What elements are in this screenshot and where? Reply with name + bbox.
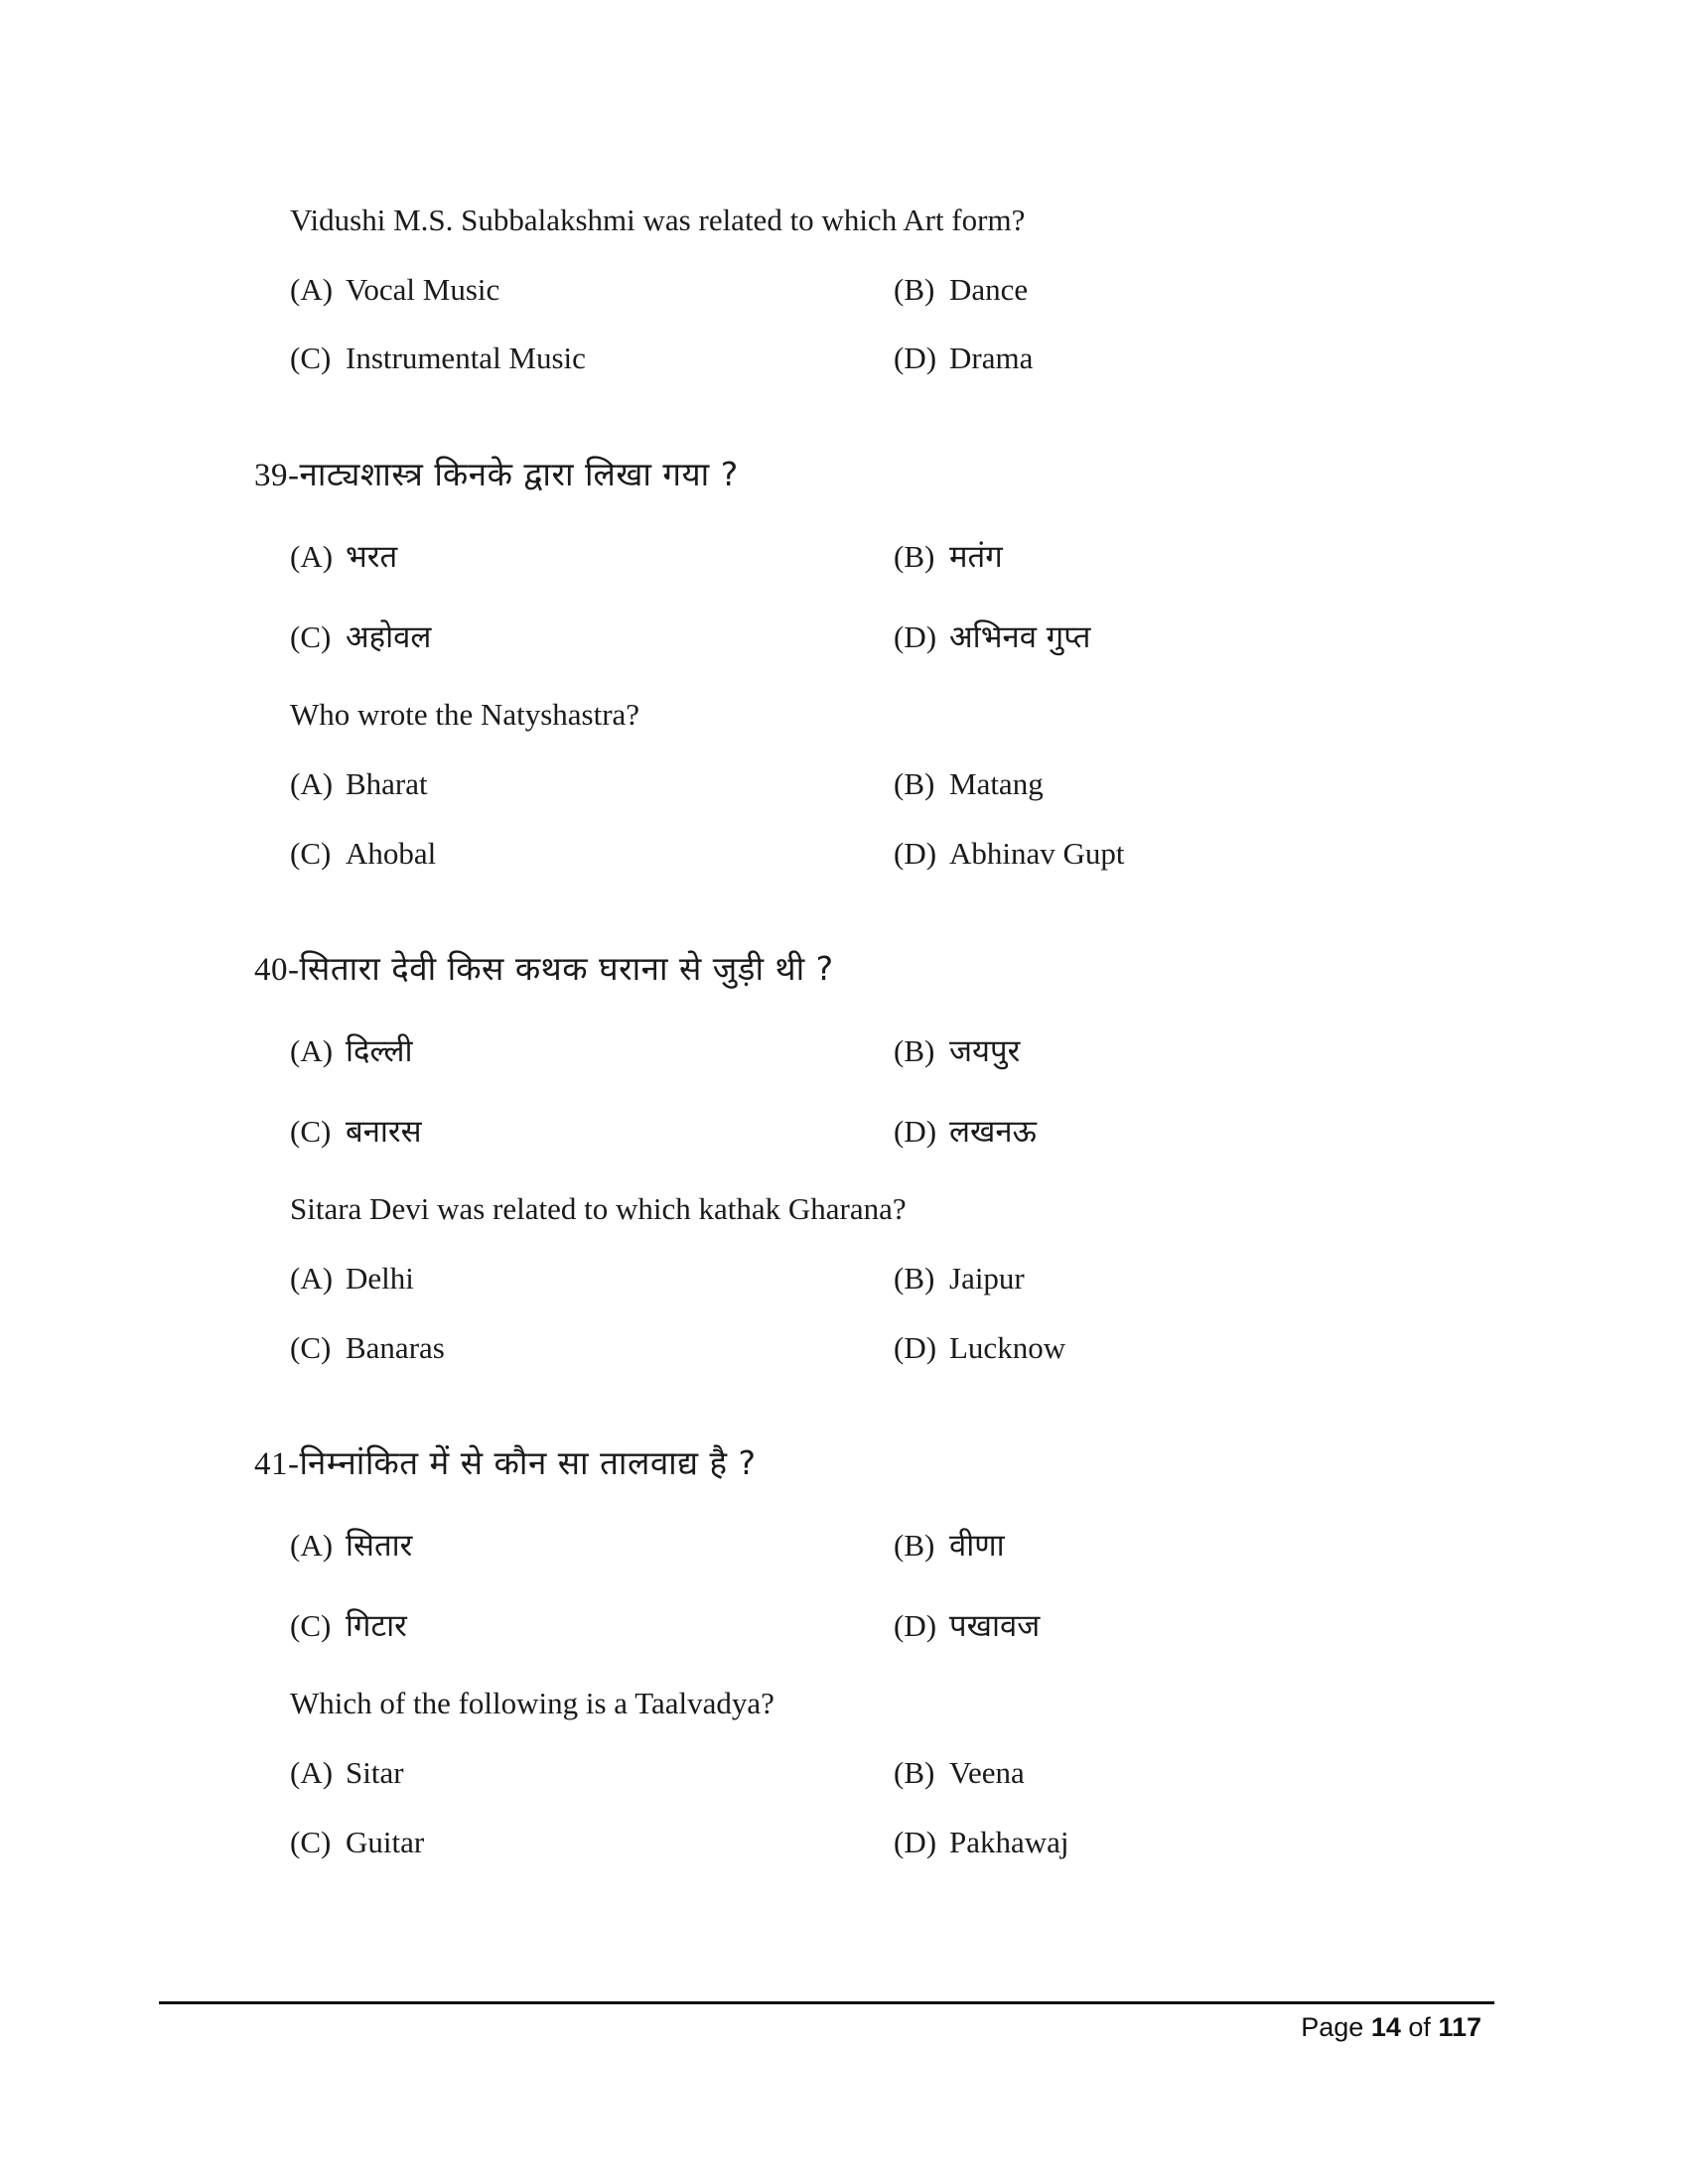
total-pages: 117 <box>1438 2012 1481 2042</box>
page-number: 14 <box>1370 2012 1401 2042</box>
question-40-english-option-c: (C) Banaras <box>290 1330 445 1365</box>
question-40-hindi-option-a: (A) दिल्ली <box>290 1033 413 1069</box>
question-41-english-option-b: (B) Veena <box>894 1755 1025 1790</box>
question-39-hindi-option-c: (C) अहोवल <box>290 619 432 655</box>
question-40-english-option-a: (A) Delhi <box>290 1261 414 1296</box>
question-38-english-text: Vidushi M.S. Subbalakshmi was related to which Art form? <box>290 203 1026 237</box>
question-41-english-option-c: (C) Guitar <box>290 1825 425 1859</box>
question-41-hindi-option-c: (C) गिटार <box>290 1608 407 1644</box>
question-39-english-option-c: (C) Ahobal <box>290 836 437 871</box>
question-39-hindi-text: 39-नाट्यशास्त्र किनके द्वारा लिखा गया ? <box>254 455 739 493</box>
question-39-hindi-option-a: (A) भरत <box>290 539 398 575</box>
question-38-english-option-a: (A) Vocal Music <box>290 272 500 307</box>
question-41-hindi-option-a: (A) सितार <box>290 1528 413 1564</box>
question-38-english-option-b: (B) Dance <box>894 272 1029 307</box>
question-41-english-option-d: (D) Pakhawaj <box>894 1825 1069 1859</box>
question-38-english-option-c: (C) Instrumental Music <box>290 341 586 375</box>
question-40-english-option-b: (B) Jaipur <box>894 1261 1025 1296</box>
question-40-hindi-text: 40-सितारा देवी किस कथक घराना से जुड़ी थी ? <box>254 949 834 988</box>
question-40-english-text: Sitara Devi was related to which kathak Gharana? <box>290 1191 907 1226</box>
question-40-english-option-d: (D) Lucknow <box>894 1330 1066 1365</box>
page-footer <box>1301 2009 1481 2045</box>
question-40-hindi-option-c: (C) बनारस <box>290 1114 422 1150</box>
question-39-english-option-b: (B) Matang <box>894 766 1044 801</box>
question-40-hindi-option-b: (B) जयपुर <box>894 1033 1021 1069</box>
question-41-english-option-a: (A) Sitar <box>290 1755 404 1790</box>
question-41-number: 41- <box>254 1446 300 1482</box>
question-39-number: 39- <box>254 458 300 493</box>
question-41-hindi-text: 41-निम्नांकित में से कौन सा तालवाद्य है ? <box>254 1443 757 1482</box>
question-41-hindi-option-b: (B) वीणा <box>894 1528 1005 1564</box>
question-38-english-option-d: (D) Drama <box>894 341 1034 375</box>
question-40-number: 40- <box>254 952 300 988</box>
question-39-english-option-d: (D) Abhinav Gupt <box>894 836 1125 871</box>
of-word: of <box>1408 2012 1431 2042</box>
question-41-english-text: Which of the following is a Taalvadya? <box>290 1686 774 1720</box>
question-39-english-text: Who wrote the Natyshastra? <box>290 697 640 732</box>
question-39-hindi-option-b: (B) मतंग <box>894 539 1003 575</box>
footer-divider <box>159 2001 1494 2004</box>
question-39-english-option-a: (A) Bharat <box>290 766 428 801</box>
page-word: Page <box>1301 2012 1364 2042</box>
question-41-hindi-option-d: (D) पखावज <box>894 1608 1041 1644</box>
question-39-hindi-option-d: (D) अभिनव गुप्त <box>894 619 1091 655</box>
question-40-hindi-option-d: (D) लखनऊ <box>894 1114 1037 1150</box>
